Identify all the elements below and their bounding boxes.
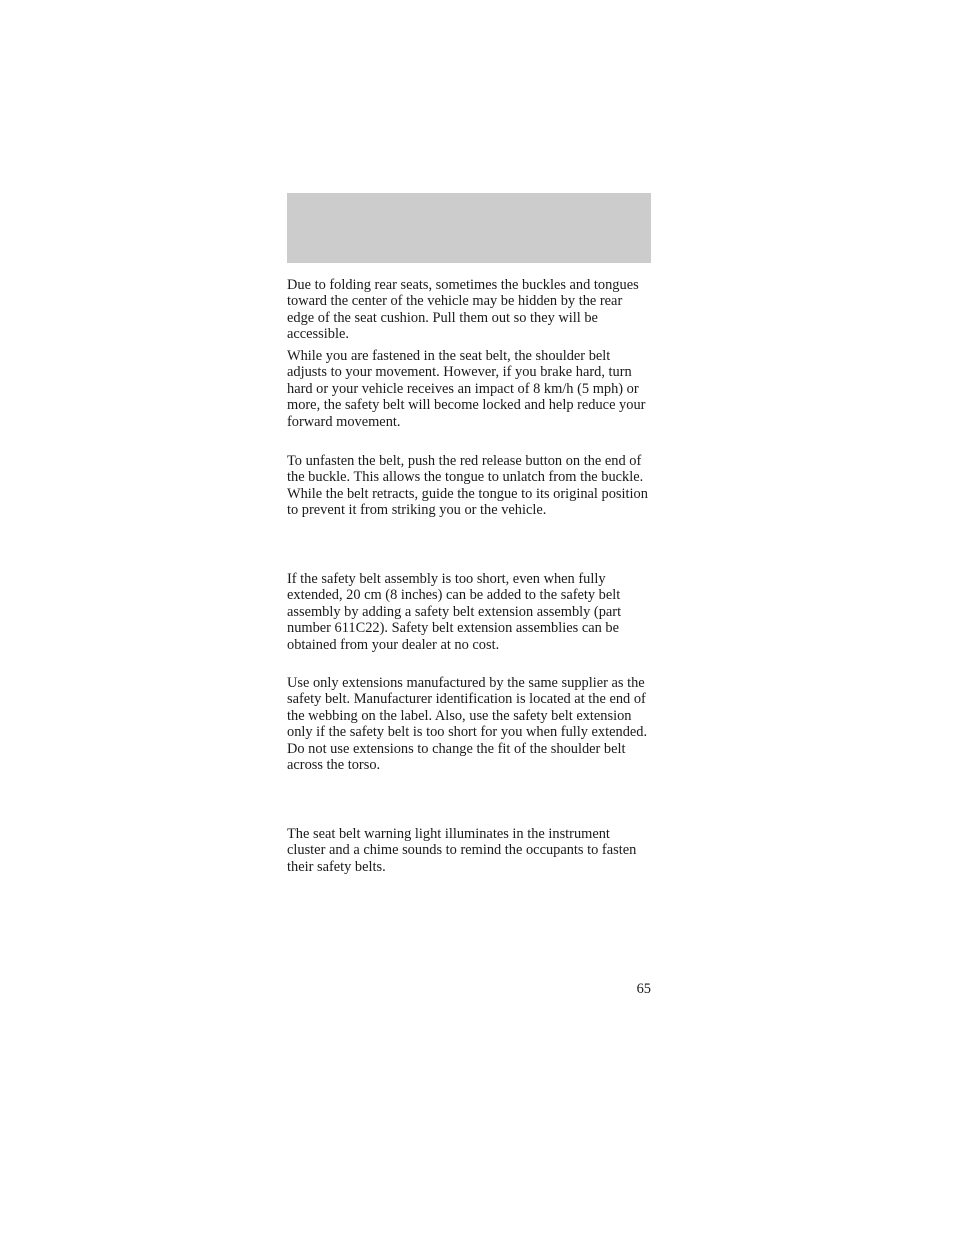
paragraph-shoulder-belt-adjust: While you are fastened in the seat belt, the shoulder belt adjusts to your movement. However, if you brake hard, turn hard or your vehicle receives an impact of 8 km/h (5 mph) or more, the safety belt will become locked and help reduce your forward movement. — [287, 348, 646, 430]
paragraph-block-3 — [287, 453, 651, 519]
paragraph-block-5 — [287, 675, 651, 773]
paragraph-warning-light: The seat belt warning light illuminates in the instrument cluster and a chime sounds to remind the occupants to fasten their safety belts. — [287, 826, 637, 875]
paragraph-block-1 — [287, 277, 651, 343]
paragraph-block-4 — [287, 571, 651, 653]
paragraph-block-2 — [287, 348, 651, 430]
paragraph-rear-buckles: Due to folding rear seats, sometimes the buckles and tongues toward the center of the vehicle may be hidden by the rear edge of the seat cushion. Pull them out so they will be accessible. — [287, 277, 639, 343]
paragraph-block-6 — [287, 826, 651, 875]
section-header-band — [287, 193, 651, 263]
paragraph-extension-usage: Use only extensions manufactured by the same supplier as the safety belt. Manufacturer identification is located at the end of the webbing on the label. Also, use the safety belt extension only if the safety belt is too short for you when fully extended. Do not use extensions to change the fit of the shoulder belt across the torso. — [287, 675, 648, 774]
paragraph-extension-assembly: If the safety belt assembly is too short, even when fully extended, 20 cm (8 inches) can be added to the safety belt assembly by adding a safety belt extension assembly (part number 611C22). Safety belt extension assemblies can be obtained from your dealer at no cost. — [287, 571, 622, 653]
page-number: 65 — [636, 981, 651, 997]
paragraph-unfasten-belt: To unfasten the belt, push the red release button on the end of the buckle. This allows the tongue to unlatch from the buckle. While the belt retracts, guide the tongue to its original position to prevent it from striking you or the vehicle. — [287, 453, 648, 519]
